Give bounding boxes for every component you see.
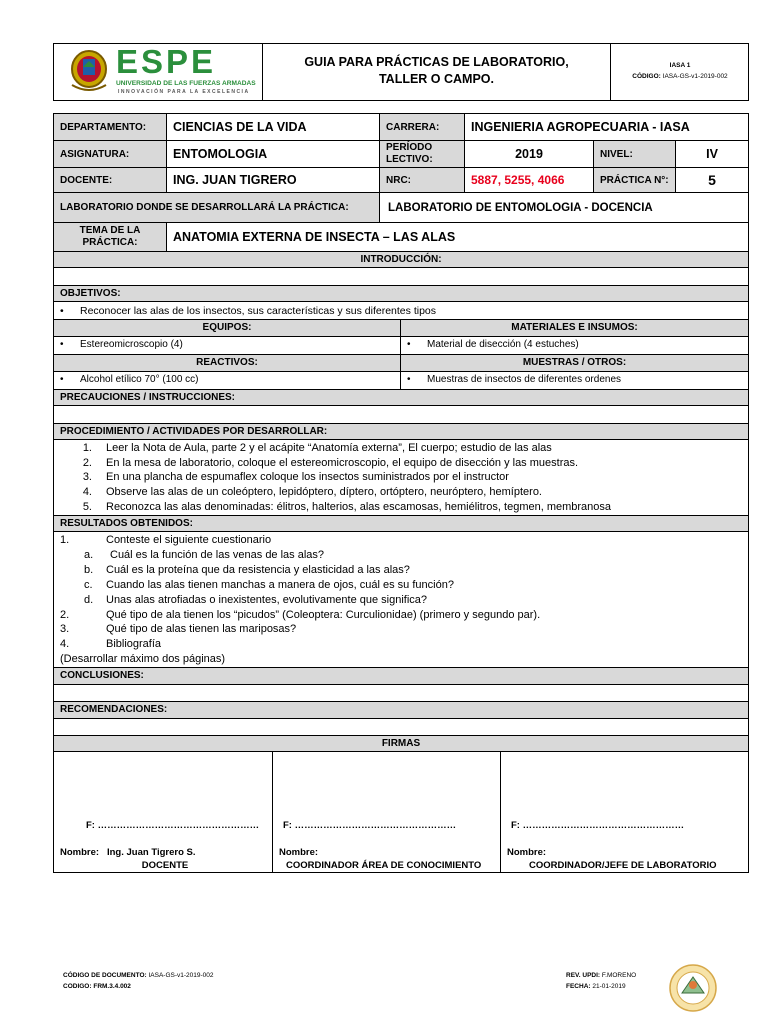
firma-nombre-jefe: Nombre: <box>507 847 547 858</box>
list-item: 3. En una plancha de espumaflex coloque los insectos suministrados por el instructor <box>82 471 509 484</box>
list-item: b. Cuál es la proteína que da resistencia y elasticidad a las alas? <box>84 563 410 576</box>
firmas-header: FIRMAS <box>54 736 748 751</box>
resultados-note: (Desarrollar máximo dos páginas) <box>60 653 226 666</box>
departamento-value: CIENCIAS DE LA VIDA <box>173 120 307 134</box>
footer-rev-label: REV. UPDI: <box>566 972 601 979</box>
recomendaciones-header: RECOMENDACIONES: <box>54 702 748 718</box>
asignatura-value: ENTOMOLOGIA <box>173 147 268 161</box>
list-item: c. Cuando las alas tienen manchas a manera de ojos, cuál es su función? <box>84 578 454 591</box>
list-item: 2. En la mesa de laboratorio, coloque el estereomicroscopio, el equipo de disección y las muestras. <box>82 456 579 469</box>
footer-doc-code-label: CÓDIGO DE DOCUMENTO: <box>63 972 147 979</box>
reactivo-item: • Alcohol etílico 70° (100 cc) <box>54 372 400 388</box>
departamento-label: DEPARTAMENTO: <box>54 114 166 140</box>
logo-subtitle: UNIVERSIDAD DE LAS FUERZAS ARMADAS <box>116 80 256 87</box>
firma-line-coordinador: F: …………………………………………… <box>283 820 457 831</box>
firma-cargo-docente: DOCENTE <box>141 860 189 871</box>
resultados-header: RESULTADOS OBTENIDOS: <box>54 516 748 531</box>
firma-cargo-jefe: COORDINADOR/JEFE DE LABORATORIO <box>529 860 717 871</box>
list-item: 1. Leer la Nota de Aula, parte 2 y el acápite “Anatomía externa”, El cuerpo; estudio de las alas <box>82 442 552 454</box>
objetivos-header: OBJETIVOS: <box>54 286 748 301</box>
logo-brand: ESPE <box>116 43 217 80</box>
nivel-value: IV <box>706 147 718 161</box>
footer-doc-code: IASA-GS-v1-2019-002 <box>148 972 214 979</box>
materiales-header: MATERIALES E INSUMOS: <box>401 320 748 336</box>
firma-line-docente: F: …………………………………………… <box>86 820 260 831</box>
docente-value: ING. JUAN TIGRERO <box>173 173 297 187</box>
list-item: 2. Qué tipo de ala tienen los “picudos” (Coleoptera: Curculionidae) (primero y segundo par). <box>60 608 541 621</box>
nrc-label: NRC: <box>380 168 464 192</box>
footer-fecha: 21-01-2019 <box>592 983 626 990</box>
reactivos-header: REACTIVOS: <box>54 355 400 371</box>
document-title <box>263 54 610 88</box>
procedimiento-header: PROCEDIMIENTO / ACTIVIDADES POR DESARROLLAR: <box>54 424 748 439</box>
espe-logo <box>66 43 256 99</box>
muestras-header: MUESTRAS / OTROS: <box>401 355 748 371</box>
title-line-2: TALLER O CAMPO. <box>378 72 495 86</box>
title-line-1: GUIA PARA PRÁCTICAS DE LABORATORIO, <box>304 55 569 69</box>
list-item: 3. Qué tipo de alas tienen las mariposas? <box>60 623 297 636</box>
conclusiones-header: CONCLUSIONES: <box>54 668 748 684</box>
laboratorios-stamp <box>668 963 718 1013</box>
introduccion-header: INTRODUCCIÓN: <box>54 252 748 267</box>
muestra-item: • Muestras de insectos de diferentes ordenes <box>401 372 748 388</box>
firma-nombre-coordinador: Nombre: <box>279 847 319 858</box>
crest-icon <box>66 47 112 97</box>
carrera-value: INGENIERIA AGROPECUARIA - IASA <box>471 120 690 134</box>
footer-rev: F.MORENO <box>601 972 637 979</box>
list-item: 5. Reconozca las alas denominadas: élitros, halterios, alas escamosas, hemiélitros, tegmen, membranosa <box>82 500 612 513</box>
list-item: 4. Bibliografía <box>60 638 162 651</box>
code-value: IASA-GS-v1-2019-002 <box>662 73 728 80</box>
list-item: 4. Observe las alas de un coleóptero, lepidóptero, díptero, ortóptero, neuróptero, hemíptero. <box>82 486 542 499</box>
code-top: IASA 1 <box>669 62 691 69</box>
firma-line-jefe: F: …………………………………………… <box>511 820 685 831</box>
nrc-value: 5887, 5255, 4066 <box>471 173 565 187</box>
tema-value: ANATOMIA EXTERNA DE INSECTA – LAS ALAS <box>173 230 456 244</box>
equipo-item: • Estereomicroscopio (4) <box>54 337 400 353</box>
list-item: a. Cuál es la función de las venas de las alas? <box>84 548 325 561</box>
laboratorio-label: LABORATORIO DONDE SE DESARROLLARÁ LA PRÁCTICA: <box>54 193 379 222</box>
laboratorio-value: LABORATORIO DE ENTOMOLOGIA - DOCENCIA <box>388 201 653 214</box>
list-item: d. Unas alas atrofiadas o inexistentes, evolutivamente que significa? <box>84 593 428 606</box>
footer-fecha-label: FECHA: <box>566 983 591 990</box>
docente-label: DOCENTE: <box>54 168 166 192</box>
equipos-header: EQUIPOS: <box>54 320 400 336</box>
footer-codigo: FRM.3.4.002 <box>93 983 131 990</box>
procedimiento-list <box>54 441 748 515</box>
nivel-label: NIVEL: <box>594 141 675 167</box>
footer-codigo-label: CODIGO: <box>63 983 92 990</box>
practica-label: PRÁCTICA N°: <box>594 168 675 192</box>
logo-tagline: INNOVACIÓN PARA LA EXCELENCIA <box>118 89 250 95</box>
list-item: 1. Conteste el siguiente cuestionario <box>60 534 272 546</box>
document-code-box <box>611 60 749 82</box>
code-line <box>611 71 749 82</box>
resultados-list <box>54 533 748 667</box>
carrera-label: CARRERA: <box>380 114 464 140</box>
tema-label: TEMA DE LA PRÁCTICA: <box>54 223 166 251</box>
material-item: • Material de disección (4 estuches) <box>401 337 748 353</box>
practica-value: 5 <box>708 172 716 188</box>
firma-nombre-docente: Nombre: Ing. Juan Tigrero S. <box>60 847 196 858</box>
footer-right <box>566 970 636 992</box>
code-label: CÓDIGO: <box>632 73 661 80</box>
periodo-label: PERÍODO LECTIVO: <box>380 141 464 167</box>
laboratorios-stamp-icon <box>668 963 718 1013</box>
periodo-value: 2019 <box>515 147 543 161</box>
footer-left <box>63 970 214 992</box>
firma-cargo-coordinador: COORDINADOR ÁREA DE CONOCIMIENTO <box>286 860 482 871</box>
precauciones-header: PRECAUCIONES / INSTRUCCIONES: <box>54 390 748 405</box>
asignatura-label: ASIGNATURA: <box>54 141 166 167</box>
objetivo-item: • Reconocer las alas de los insectos, sus características y sus diferentes tipos <box>54 303 748 319</box>
